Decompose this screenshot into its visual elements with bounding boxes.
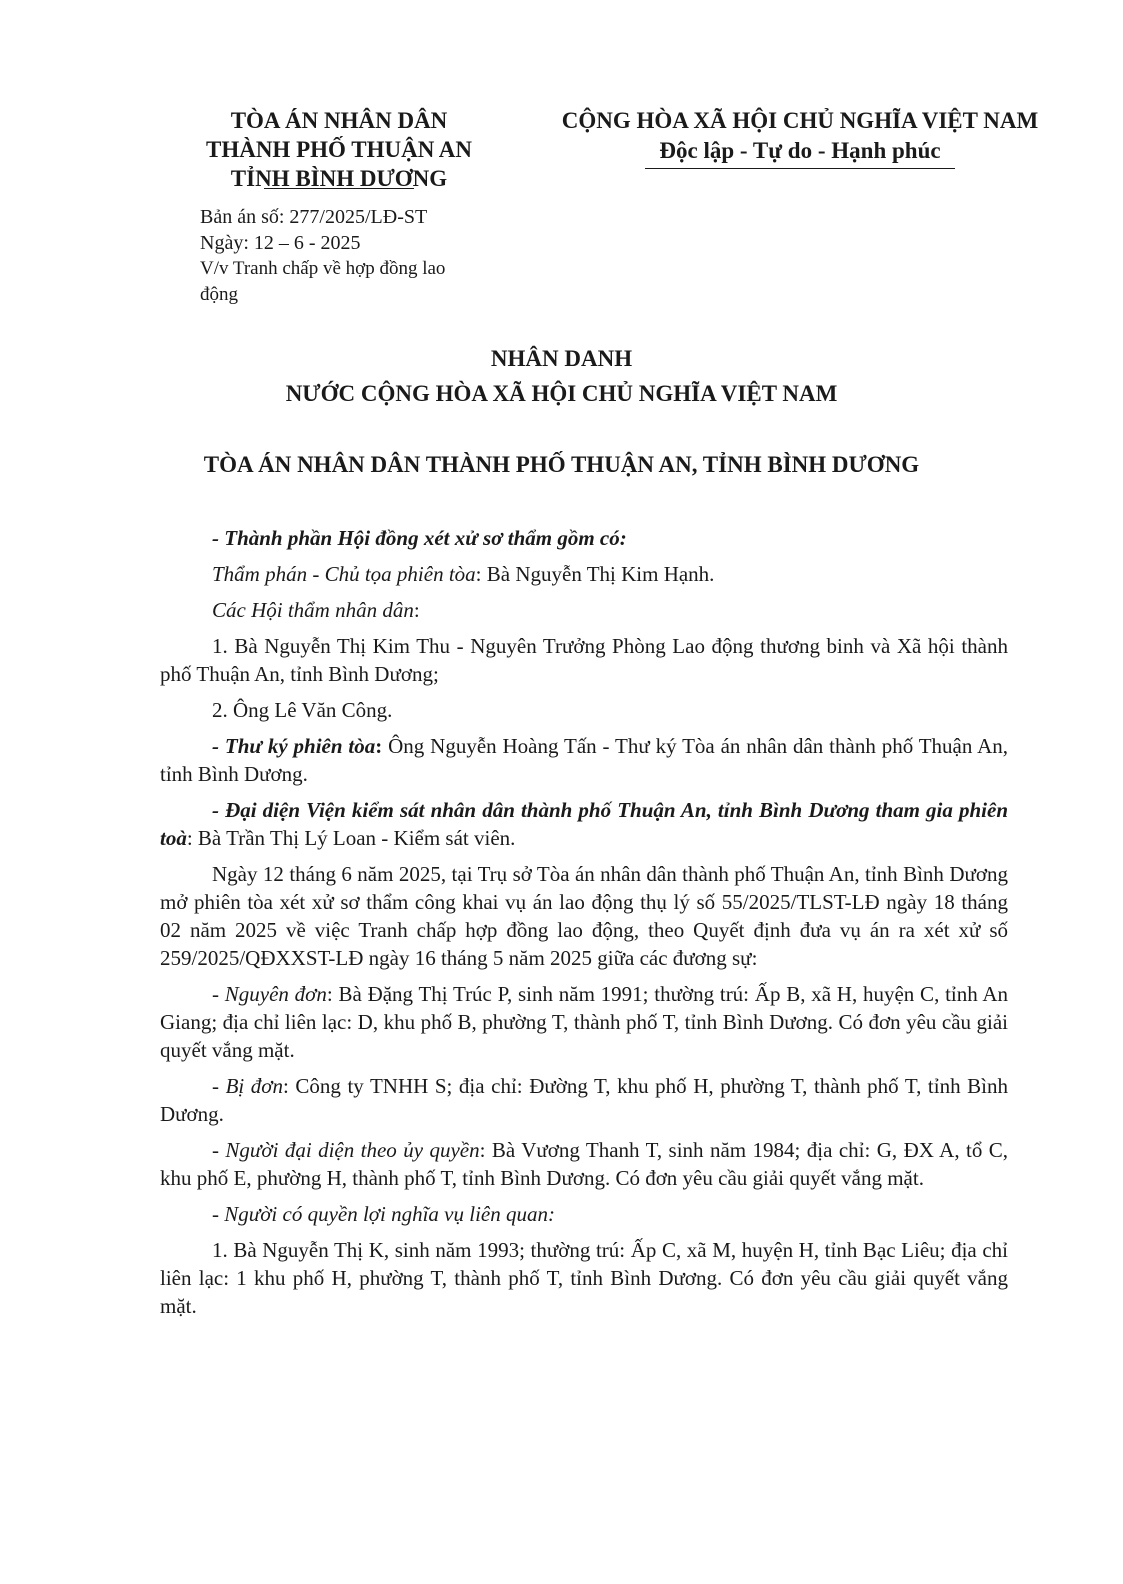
judgment-body (160, 524, 1008, 1328)
plaintiff-dash: - (212, 982, 225, 1006)
judge-label: Thẩm phán - Chủ tọa phiên tòa (212, 562, 476, 586)
plaintiff-label: Nguyên đơn (224, 982, 327, 1006)
court-header-line-1: TÒA ÁN NHÂN DÂN (230, 108, 448, 133)
defendant-label: Bị đơn (225, 1074, 283, 1098)
clerk-label: - Thư ký phiên tòa (212, 734, 376, 758)
procuracy-paragraph (160, 796, 1008, 852)
representative-value: : Bà Vương Thanh T, sinh năm 1984; địa chỉ: G, ĐX A, tổ C, khu phố E, phường H, thành phố T, tỉnh Bình Dương. Có đơn yêu cầu giải quyết vắng mặt. (160, 1138, 1008, 1190)
assessor-2: 2. Ông Lê Văn Công. (212, 698, 393, 722)
clerk-colon: : (375, 734, 383, 758)
representative-label: Người đại diện theo ủy quyền (225, 1138, 480, 1162)
case-subject-line-1: V/v Tranh chấp về hợp đồng lao (200, 258, 446, 279)
plaintiff-paragraph (160, 980, 1008, 1064)
national-motto: Độc lập - Tự do - Hạnh phúc (659, 138, 941, 163)
national-header (530, 106, 1070, 166)
case-meta (200, 204, 510, 308)
national-title: CỘNG HÒA XÃ HỘI CHỦ NGHĨA VIỆT NAM (561, 108, 1039, 133)
court-header (186, 106, 492, 193)
assessors-label: Các Hội thẩm nhân dân (212, 598, 414, 622)
representative-dash: - (212, 1138, 226, 1162)
related-heading (160, 1200, 1008, 1228)
procuracy-label: - Đại diện Viện kiểm sát nhân dân thành phố Thuận An, tỉnh Bình Dương tham gia phiên toà (160, 798, 1008, 850)
plaintiff-value: : Bà Đặng Thị Trúc P, sinh năm 1991; thường trú: Ấp B, xã H, huyện C, tỉnh An Giang; địa chỉ liên lạc: D, khu phố B, phường T, thành phố T, tỉnh Bình Dương. Có đơn yêu cầu giải quyết vắng mặt. (160, 982, 1009, 1062)
representative-paragraph (160, 1136, 1008, 1192)
state-name: NƯỚC CỘNG HÒA XÃ HỘI CHỦ NGHĨA VIỆT NAM (285, 381, 838, 406)
defendant-paragraph (160, 1072, 1008, 1128)
court-name-title: TÒA ÁN NHÂN DÂN THÀNH PHỐ THUẬN AN, TỈNH BÌNH DƯƠNG (203, 452, 920, 477)
hearing-paragraph: Ngày 12 tháng 6 năm 2025, tại Trụ sở Tòa án nhân dân thành phố Thuận An, tỉnh Bình Dương mở phiên tòa xét xử sơ thẩm công khai vụ án lao động thụ lý số 55/2025/TLST-LĐ ngày 18 tháng 02 năm 2025 về việc Tranh chấp hợp đồng lao động, theo Quyết định đưa vụ án ra xét xử số 259/2025/QĐXXST-LĐ ngày 16 tháng 5 năm 2025 giữa các đương sự: (160, 862, 1008, 970)
court-header-line-3: TỈNH BÌNH DƯƠNG (230, 166, 448, 191)
court-header-underline (264, 188, 414, 189)
case-date: Ngày: 12 – 6 - 2025 (200, 232, 361, 254)
case-subject-line-2: động (200, 284, 238, 305)
defendant-value: : Công ty TNHH S; địa chỉ: Đường T, khu phố H, phường T, thành phố T, tỉnh Bình Dương. (160, 1074, 1009, 1126)
in-the-name-of: NHÂN DANH (490, 346, 633, 371)
procuracy-value: : Bà Trần Thị Lý Loan - Kiểm sát viên. (186, 826, 516, 850)
clerk-paragraph (160, 732, 1008, 788)
case-number: Bản án số: 277/2025/LĐ-ST (200, 206, 428, 228)
judge-paragraph (160, 560, 1008, 588)
assessors-paragraph (160, 596, 1008, 624)
defendant-dash: - (212, 1074, 226, 1098)
related-party-1: 1. Bà Nguyễn Thị K, sinh năm 1993; thường trú: Ấp C, xã M, huyện H, tỉnh Bạc Liêu; địa chỉ liên lạc: 1 khu phố H, phường T, thành phố T, tỉnh Bình Dương. Có đơn yêu cầu giải quyết vắng mặt. (160, 1238, 1008, 1318)
national-motto-underline (645, 168, 955, 169)
clerk-value: Ông Nguyễn Hoàng Tấn - Thư ký Tòa án nhân dân thành phố Thuận An, tỉnh Bình Dương. (160, 734, 1008, 786)
assessors-colon: : (413, 598, 420, 622)
court-header-line-2: THÀNH PHỐ THUẬN AN (205, 137, 473, 162)
judge-value: : Bà Nguyễn Thị Kim Hạnh. (475, 562, 715, 586)
panel-heading (160, 524, 1008, 552)
related-heading-text: - Người có quyền lợi nghĩa vụ liên quan: (212, 1202, 555, 1226)
assessor-1: 1. Bà Nguyễn Thị Kim Thu - Nguyên Trưởng Phòng Lao động thương binh và Xã hội thành phố Thuận An, tỉnh Bình Dương; (160, 634, 1008, 686)
panel-heading-text: - Thành phần Hội đồng xét xử sơ thẩm gồm có: (212, 526, 627, 550)
